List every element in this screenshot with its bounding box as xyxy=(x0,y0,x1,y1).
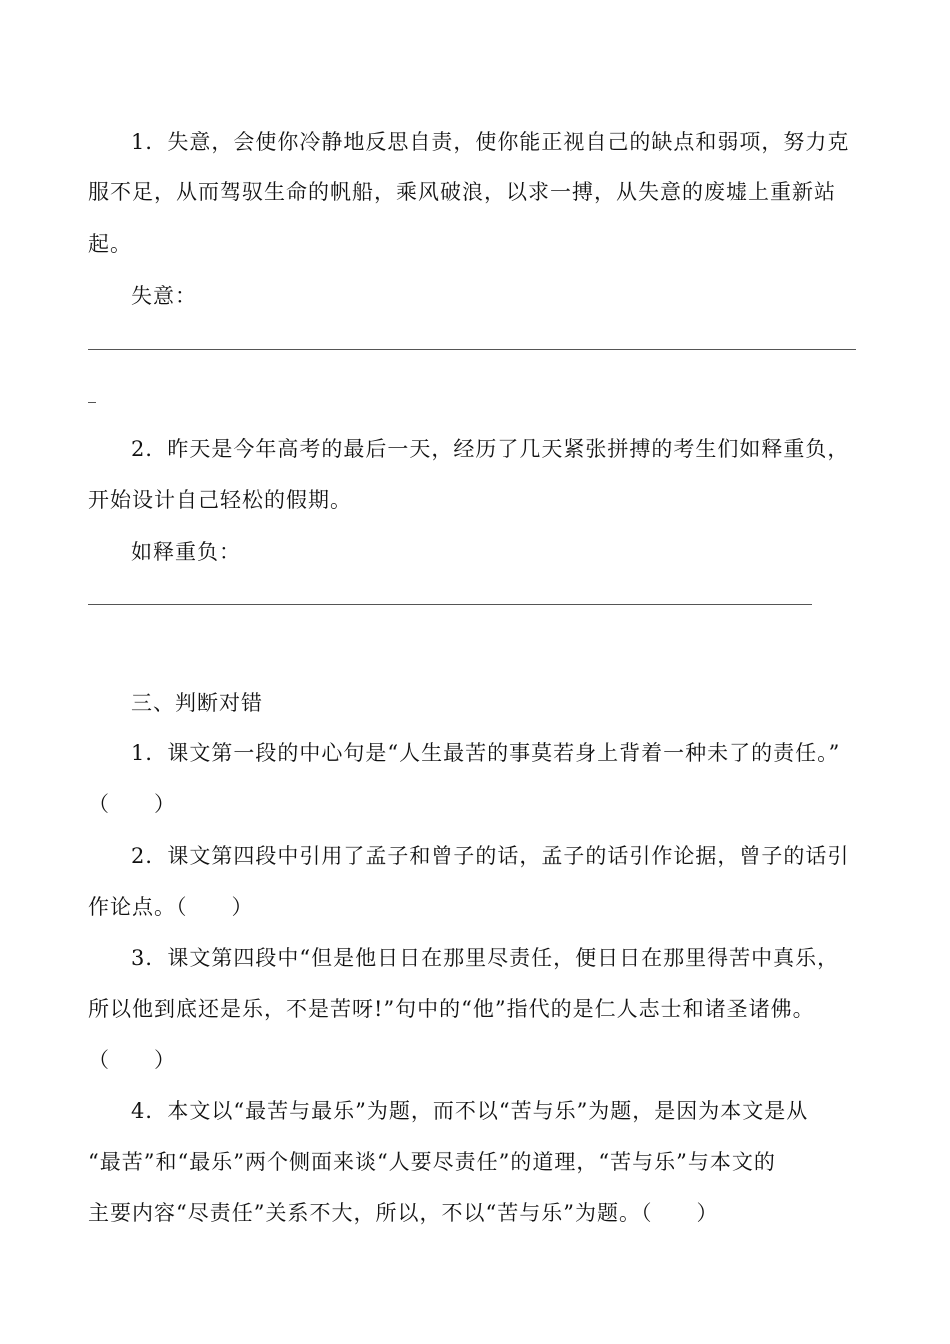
judge-item-4-line3[interactable]: 主要内容“尽责任”关系不大，所以，不以“苦与乐”为题。（ ） xyxy=(88,1201,719,1225)
q1-prompt: 失意： xyxy=(131,284,197,308)
q1-line3: 起。 xyxy=(88,232,132,256)
q1-answer-line-stub xyxy=(88,402,96,403)
q2-line1: 2．昨天是今年高考的最后一天，经历了几天紧张拼搏的考生们如释重负， xyxy=(131,437,850,461)
judge-item-2-line2[interactable]: 作论点。（ ） xyxy=(88,895,254,919)
judge-item-3-blank[interactable]: （ ） xyxy=(88,1048,176,1072)
judge-item-4-line2: “最苦”和“最乐”两个侧面来谈“人要尽责任”的道理，“苦与乐”与本文的 xyxy=(88,1150,776,1174)
q2-line2: 开始设计自己轻松的假期。 xyxy=(88,488,352,512)
q2-answer-line[interactable] xyxy=(88,604,812,605)
judge-item-1-blank[interactable]: （ ） xyxy=(88,792,176,816)
judge-item-2-line1: 2．课文第四段中引用了孟子和曾子的话，孟子的话引作论据，曾子的话引 xyxy=(131,844,850,868)
judge-item-1-line1: 1．课文第一段的中心句是“人生最苦的事莫若身上背着一种未了的责任。” xyxy=(131,741,841,765)
q1-answer-line[interactable] xyxy=(88,349,856,350)
section3-heading: 三、判断对错 xyxy=(131,691,263,715)
q1-line1: 1．失意，会使你冷静地反思自责，使你能正视自己的缺点和弱项，努力克 xyxy=(131,130,850,154)
judge-item-3-line1: 3．课文第四段中“但是他日日在那里尽责任，便日日在那里得苦中真乐， xyxy=(131,946,840,970)
q1-line2: 服不足，从而驾驭生命的帆船，乘风破浪，以求一搏，从失意的废墟上重新站 xyxy=(88,180,836,204)
judge-item-3-line2: 所以他到底还是乐，不是苦呀!”句中的“他”指代的是仁人志士和诸圣诸佛。 xyxy=(88,997,815,1021)
q2-prompt: 如释重负： xyxy=(131,540,241,564)
judge-item-4-line1: 4．本文以“最苦与最乐”为题，而不以“苦与乐”为题，是因为本文是从 xyxy=(131,1099,809,1123)
